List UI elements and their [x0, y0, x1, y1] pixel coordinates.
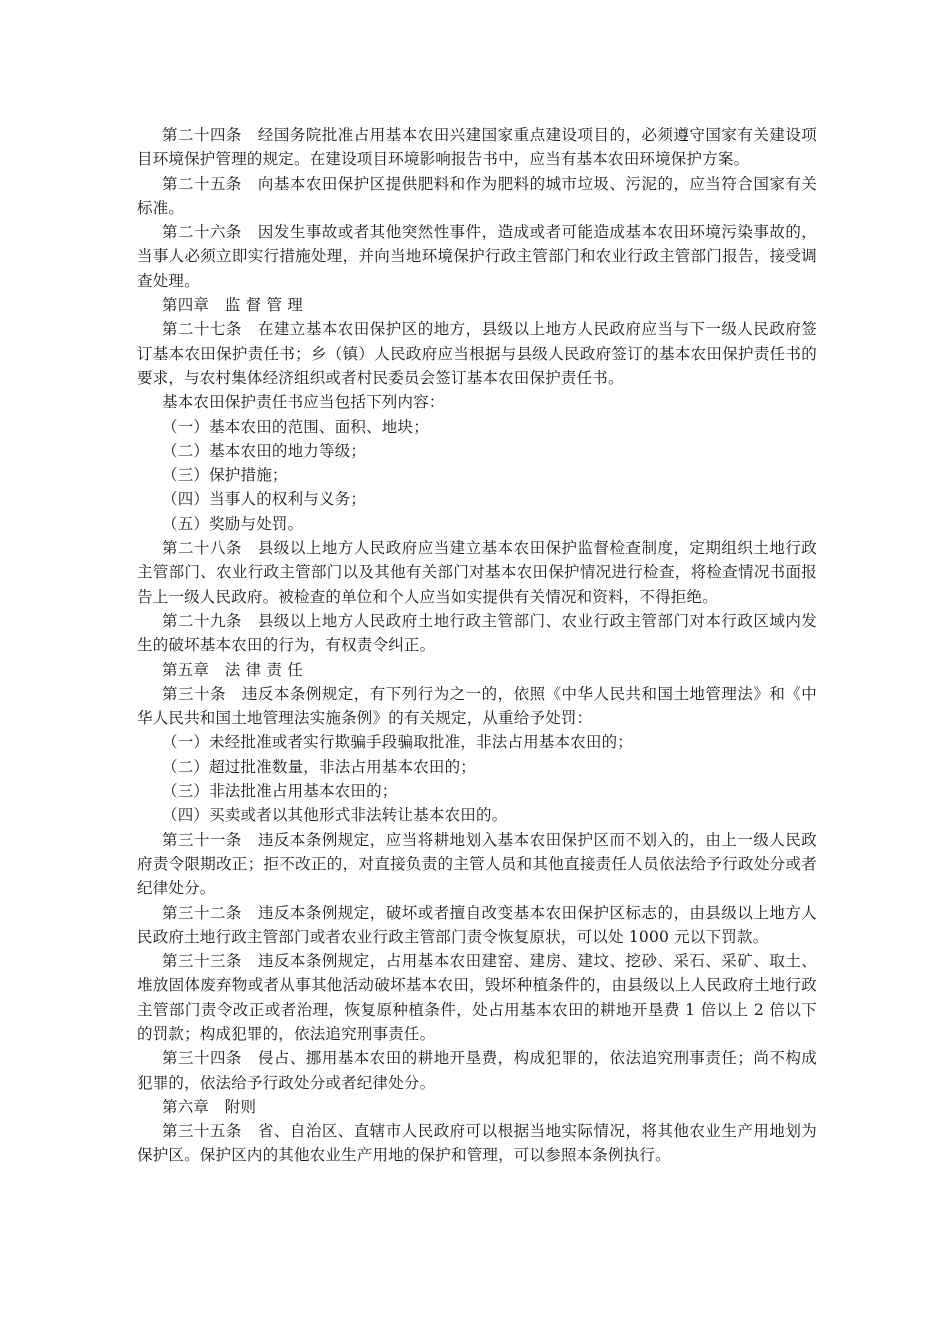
article-24: 第二十四条 经国务院批准占用基本农田兴建国家重点建设项目的，必须遵守国家有关建设项目环境保护管理的规定。在建设项目环境影响报告书中，应当有基本农田环境保护方案。: [137, 126, 817, 169]
article-27-item-2: （二）基本农田的地力等级；: [162, 441, 367, 460]
chapter-6-heading: 第六章 附则: [162, 1097, 257, 1116]
article-28: 第二十八条 县级以上地方人民政府应当建立基本农田保护监督检查制度，定期组织土地行政主管部门、农业行政主管部门以及其他有关部门对基本农田保护情况进行检查，将检查情况书面报告上一级人民政府。被检查的单位和个人应当如实提供有关情况和资料，不得拒绝。: [137, 539, 817, 606]
article-30-item-4: （四）买卖或者以其他形式非法转让基本农田的。: [162, 806, 508, 825]
article-34: 第三十四条 侵占、挪用基本农田的耕地开垦费，构成犯罪的，依法追究刑事责任；尚不构成犯罪的，依法给予行政处分或者纪律处分。: [137, 1049, 817, 1092]
article-27-item-3: （三）保护措施；: [162, 466, 288, 485]
article-31: 第三十一条 违反本条例规定，应当将耕地划入基本农田保护区而不划入的，由上一级人民政府责令限期改正；拒不改正的，对直接负责的主管人员和其他直接责任人员依法给予行政处分或者纪律处分。: [137, 830, 817, 898]
article-27-item-1: （一）基本农田的范围、面积、地块；: [162, 417, 429, 436]
article-29: 第二十九条 县级以上地方人民政府土地行政主管部门、农业行政主管部门对本行政区域内发生的破坏基本农田的行为，有权责令纠正。: [137, 611, 817, 655]
article-27-item-5: （五）奖励与处罚。: [162, 514, 304, 533]
article-30: 第三十条 违反本条例规定，有下列行为之一的，依照《中华人民共和国土地管理法》和《中华人民共和国土地管理法实施条例》的有关规定，从重给予处罚：: [137, 684, 817, 728]
chapter-4-heading: 第四章 监 督 管 理: [162, 296, 303, 315]
article-26: 第二十六条 因发生事故或者其他突然性事件，造成或者可能造成基本农田环境污染事故的，当事人必须立即实行措施处理，并向当地环境保护行政主管部门和农业行政主管部门报告，接受调查处理。: [137, 223, 817, 290]
article-30-item-1: （一）未经批准或者实行欺骗手段骗取批准，非法占用基本农田的；: [162, 733, 634, 752]
article-30-item-3: （三）非法批准占用基本农田的；: [162, 782, 398, 801]
article-25: 第二十五条 向基本农田保护区提供肥料和作为肥料的城市垃圾、污泥的，应当符合国家有关标准。: [137, 174, 817, 217]
article-27-item-4: （四）当事人的权利与义务；: [162, 490, 367, 509]
article-27: 第二十七条 在建立基本农田保护区的地方，县级以上地方人民政府应当与下一级人民政府签订基本农田保护责任书；乡（镇）人民政府应当根据与县级人民政府签订的基本农田保护责任书的要求，与农村集体经济组织或者村民委员会签订基本农田保护责任书。: [137, 320, 817, 387]
article-35: 第三十五条 省、自治区、直辖市人民政府可以根据当地实际情况，将其他农业生产用地划为保护区。保护区内的其他农业生产用地的保护和管理，可以参照本条例执行。: [137, 1122, 817, 1165]
article-32: 第三十二条 违反本条例规定，破坏或者擅自改变基本农田保护区标志的，由县级以上地方人民政府土地行政主管部门或者农业行政主管部门责令恢复原状，可以处 1000 元以下罚款。: [137, 903, 817, 946]
article-33: 第三十三条 违反本条例规定，占用基本农田建窑、建房、建坟、挖砂、采石、采矿、取土、堆放固体废弃物或者从事其他活动破坏基本农田，毁坏种植条件的，由县级以上人民政府土地行政主管部门责令改正或者治理，恢复原种植条件，处占用基本农田的耕地开垦费 1 倍以上 2 倍以下的罚款；构成犯罪的，依法追究刑事责任。: [137, 952, 817, 1043]
article-30-item-2: （二）超过批准数量，非法占用基本农田的；: [162, 757, 477, 776]
document-body: [137, 123, 817, 1168]
article-27-intro: 基本农田保护责任书应当包括下列内容：: [162, 393, 445, 412]
chapter-5-heading: 第五章 法 律 责 任: [162, 660, 303, 679]
